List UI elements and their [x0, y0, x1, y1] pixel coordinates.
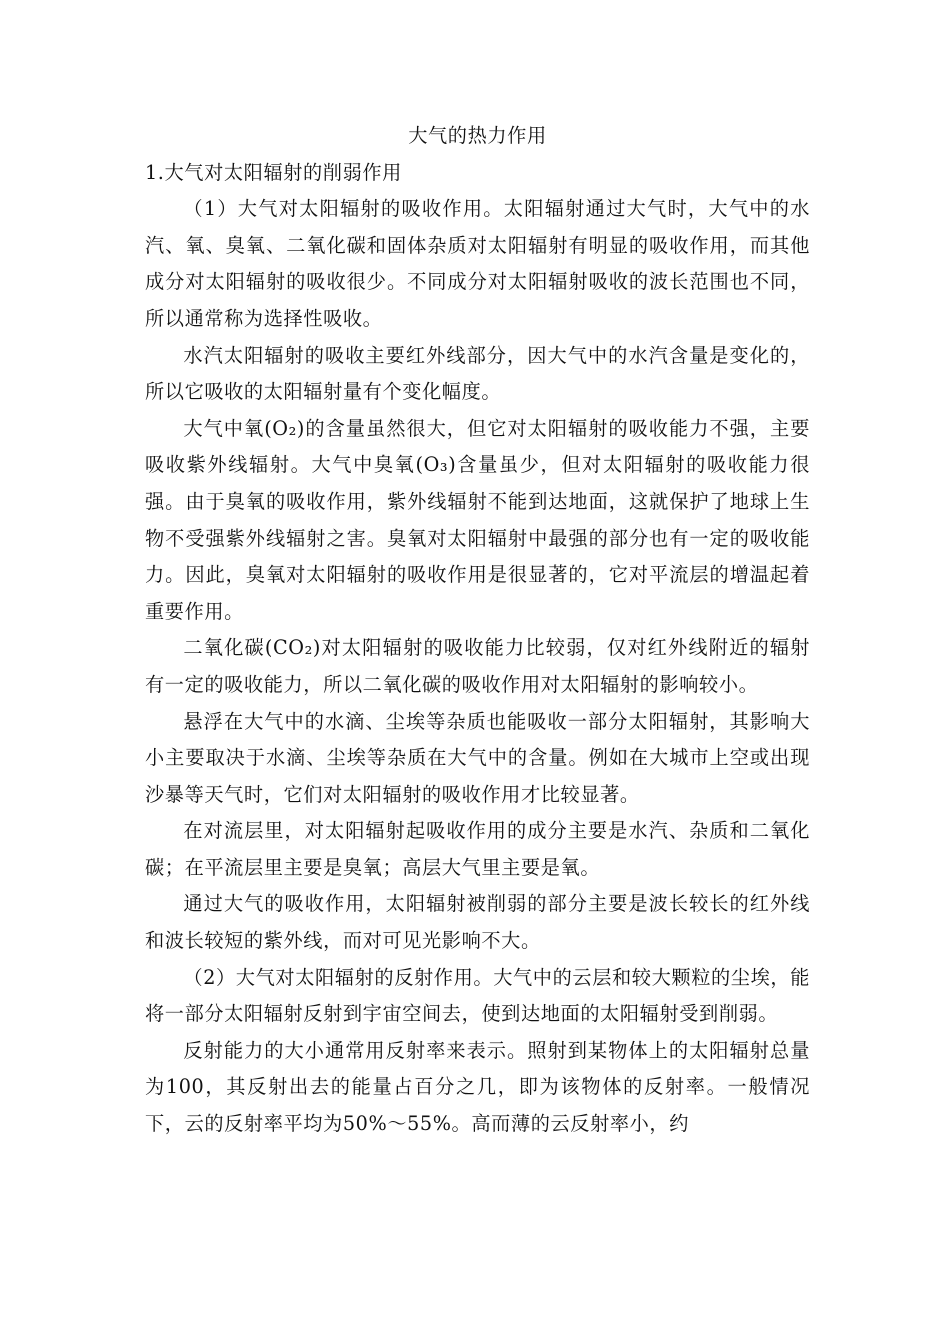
paragraph-suspended-particles: 悬浮在大气中的水滴、尘埃等杂质也能吸收一部分太阳辐射，其影响大小主要取决于水滴、尘埃等杂质在大气中的含量。例如在大城市上空或出现沙暴等天气时，它们对太阳辐射的吸收作用才比较显著。 [145, 709, 810, 806]
section-heading: 1.大气对太阳辐射的削弱作用 [145, 160, 402, 184]
paragraph-albedo: 反射能力的大小通常用反射率来表示。照射到某物体上的太阳辐射总量为100，其反射出去的能量占百分之几，即为该物体的反射率。一般情况下，云的反射率平均为50%～55%。高而薄的云反射率小，约 [145, 1038, 810, 1136]
paragraph-absorption-result: 通过大气的吸收作用，太阳辐射被削弱的部分主要是波长较长的红外线和波长较短的紫外线，而对可见光影响不大。 [145, 892, 810, 953]
paragraph-carbon-dioxide: 二氧化碳(CO₂)对太阳辐射的吸收能力比较弱，仅对红外线附近的辐射有一定的吸收能力，所以二氧化碳的吸收作用对太阳辐射的影响较小。 [145, 636, 810, 696]
paragraph-oxygen-ozone: 大气中氧(O₂)的含量虽然很大，但它对太阳辐射的吸收能力不强，主要吸收紫外线辐射。大气中臭氧(O₃)含量虽少，但对太阳辐射的吸收能力很强。由于臭氧的吸收作用，紫外线辐射不能到达地面，这就保护了地球上生物不受强紫外线辐射之害。臭氧对太阳辐射中最强的部分也有一定的吸收能力。因此，臭氧对太阳辐射的吸收作用是很显著的，它对平流层的增温起着重要作用。 [145, 416, 810, 623]
page-title: 大气的热力作用 [408, 124, 547, 147]
paragraph-layer-summary: 在对流层里，对太阳辐射起吸收作用的成分主要是水汽、杂质和二氧化碳；在平流层里主要是臭氧；高层大气里主要是氧。 [145, 819, 810, 879]
paragraph-water-vapor: 水汽太阳辐射的吸收主要红外线部分，因大气中的水汽含量是变化的，所以它吸收的太阳辐射量有个变化幅度。 [145, 343, 810, 404]
paragraph-reflection-intro: （2）大气对太阳辐射的反射作用。大气中的云层和较大颗粒的尘埃，能将一部分太阳辐射反射到宇宙空间去，使到达地面的太阳辐射受到削弱。 [145, 965, 810, 1026]
paragraph-absorption-intro: （1）大气对太阳辐射的吸收作用。太阳辐射通过大气时，大气中的水汽、氧、臭氧、二氧化碳和固体杂质对太阳辐射有明显的吸收作用，而其他成分对太阳辐射的吸收很少。不同成分对太阳辐射吸收的波长范围也不同，所以通常称为选择性吸收。 [145, 197, 810, 330]
document-body [145, 118, 810, 1143]
